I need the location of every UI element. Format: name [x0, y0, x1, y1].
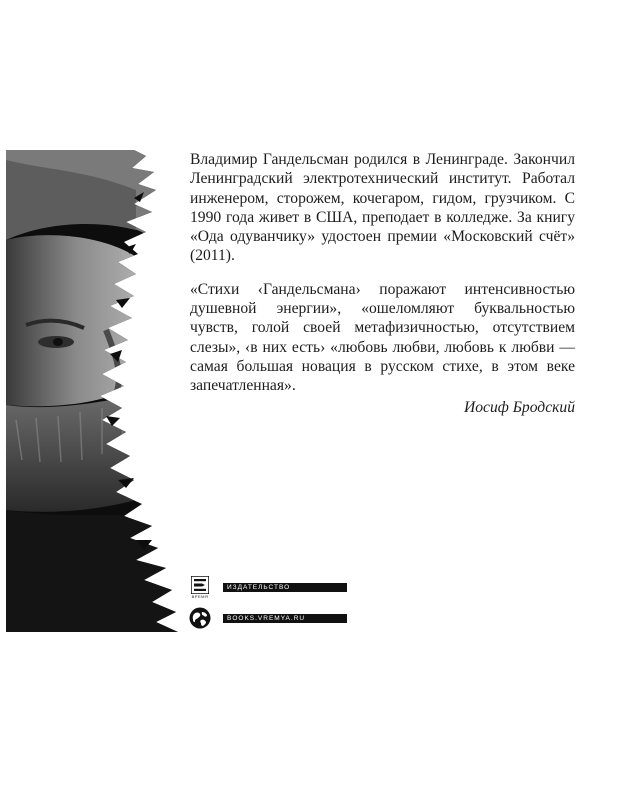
- author-photo: [6, 150, 178, 632]
- publisher-row: [187, 574, 347, 600]
- brodsky-quote: «Стихи ‹Гандельсмана› поражают интенсивностью душевной энергии», «ошеломляют буквальностью чувств, голой своей метафизичностью, отсутствием слезы», ‹в них есть› «любовь любви, любовь к любви — самая большая новация в русском стихе, в этом веке запечатленная».: [190, 280, 575, 395]
- bio-section: [190, 150, 575, 417]
- publisher-logo-caption: ВРЕМЯ: [191, 593, 209, 599]
- website-row: [187, 605, 347, 631]
- publisher-label: ИЗДАТЕЛЬСТВО: [223, 583, 347, 592]
- website-link[interactable]: BOOKS.VREMYA.RU: [223, 614, 347, 623]
- bio-paragraph: Владимир Гандельсман родился в Ленинграде. Закончил Ленинградский электротехнический институт. Работал инженером, сторожем, кочегаром, гидом, грузчиком. С 1990 года живет в США, преподает в колледже. За книгу «Ода одуванчику» удостоен премии «Московский счёт» (2011).: [190, 151, 575, 265]
- globe-icon: [187, 605, 213, 631]
- vremya-logo-icon: [187, 574, 213, 600]
- quote-signature: Иосиф Бродский: [463, 398, 575, 416]
